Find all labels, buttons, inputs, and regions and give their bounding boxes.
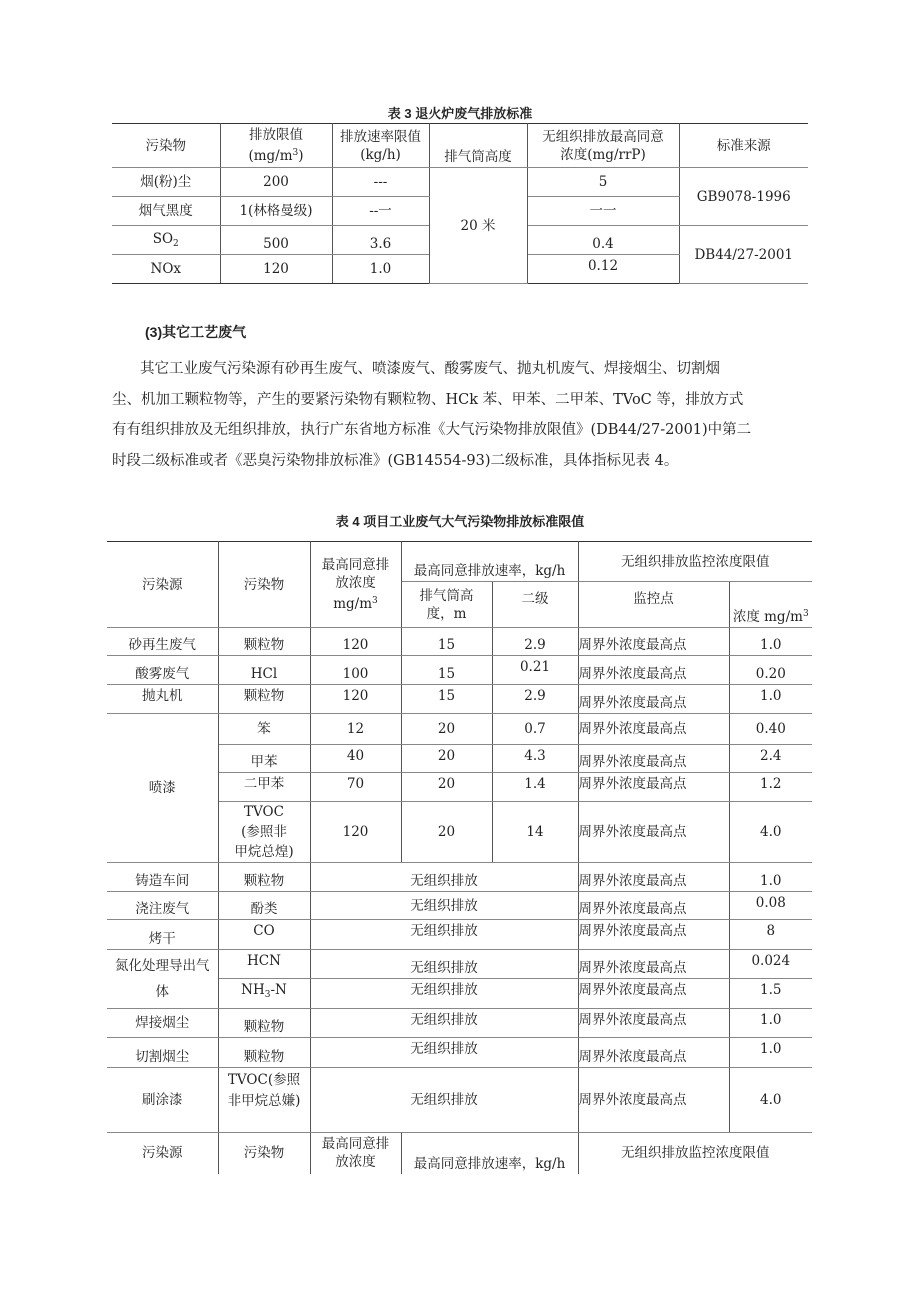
cell-max-conc: 70 [310, 773, 401, 802]
cell-pollutant: 颗粒物 [218, 685, 310, 714]
table-row [107, 1009, 812, 1038]
cell-source: 铸造车间 [107, 863, 218, 892]
table4 [107, 541, 812, 1174]
cell-stack: 20 [401, 745, 492, 773]
header-line: 放浓度 [335, 575, 376, 591]
table4-header-max-rate: 最高同意排放速率，kg/h [401, 542, 578, 582]
cell-stack: 20 [401, 714, 492, 745]
cell-conc: 1.0 [729, 863, 812, 892]
cell-conc: 1.0 [729, 1038, 812, 1068]
cell-pollutant [112, 226, 220, 255]
table-row [107, 714, 812, 745]
cell-max-conc: 40 [310, 745, 401, 773]
cell-conc: 1.2 [729, 773, 812, 802]
cell-rate: --一 [332, 197, 429, 226]
paragraph-line: 尘、机加工颗粒物等，产生的要紧污染物有颗粒物、HCk 苯、甲苯、二甲苯、TVoC 等，排放方式 [112, 391, 744, 408]
cell-pollutant: HCN [218, 950, 310, 979]
cell-source: 浇注废气 [107, 892, 218, 920]
formula-main: NH [241, 982, 265, 998]
cell-monitor: 周界外浓度最高点 [578, 685, 729, 714]
cell-source: 酸雾废气 [107, 656, 218, 685]
table3-header-limit-unit [221, 144, 332, 165]
cell-fugitive: 0.12 [527, 255, 679, 284]
cell-monitor: 周界外浓度最高点 [578, 1038, 729, 1068]
paragraph-line: 有有组织排放及无组织排放，执行广东省地方标准《大气污染物排放限值》(DB44/27-2001)中第二 [112, 422, 752, 438]
cell-line: (参照非 [241, 824, 287, 840]
repeat-header-max-conc [310, 1133, 401, 1174]
formula-sub: 2 [173, 239, 179, 249]
cell-monitor: 周界外浓度最高点 [578, 714, 729, 745]
cell-emission-type: 无组织排放 [310, 1068, 578, 1133]
cell-grade2: 4.3 [492, 745, 578, 773]
table3-caption: 表 3 退火炉废气排放标准 [387, 106, 533, 121]
cell-fugitive: 0.4 [527, 226, 679, 255]
cell-line: 甲烷总煌) [234, 844, 294, 860]
unit-sup: 3 [372, 596, 378, 606]
table4-header-row1 [107, 542, 812, 582]
cell-conc: 4.0 [729, 1068, 812, 1133]
cell-emission-type: 无组织排放 [310, 979, 578, 1009]
cell-conc: 8 [729, 920, 812, 950]
cell-grade2: 2.9 [492, 685, 578, 714]
table4-header-grade2: 二级 [492, 582, 578, 628]
unit-close: ) [298, 148, 304, 164]
repeat-header-pollutant: 污染物 [218, 1133, 310, 1174]
cell-conc: 0.024 [729, 950, 812, 979]
cell-line: TVOC [244, 804, 284, 820]
cell-grade2: 1.4 [492, 773, 578, 802]
cell-pollutant: 酚类 [218, 892, 310, 920]
cell-line: 非甲烷总嫌) [227, 1093, 301, 1109]
header-line: 排气筒高 [419, 587, 474, 604]
cell-fugitive: 5 [527, 168, 679, 197]
paragraph-line: 其它工业废气污染源有砂再生废气、喷漆废气、酸雾废气、抛丸机废气、焊接烟尘、切割烟 [140, 361, 720, 377]
table3-header-rate [332, 124, 429, 168]
cell-emission-type: 无组织排放 [310, 863, 578, 892]
cell-monitor: 周界外浓度最高点 [578, 1009, 729, 1038]
cell-emission-type: 无组织排放 [310, 920, 578, 950]
header-line: 度，m [426, 605, 467, 622]
cell-pollutant: 烟(粉)尘 [112, 168, 220, 197]
cell-limit: 200 [220, 168, 332, 197]
cell-monitor: 周界外浓度最高点 [578, 628, 729, 656]
cell-source: 焊接烟尘 [107, 1009, 218, 1038]
cell-pollutant [218, 802, 310, 863]
paragraph-line: 时段二级标准或者《恶臭污染物排放标准》(GB14554-93)二级标准，具体指标见表 4。 [112, 452, 679, 469]
cell-monitor: 周界外浓度最高点 [578, 773, 729, 802]
cell-emission-type: 无组织排放 [310, 950, 578, 979]
cell-pollutant: 颗粒物 [218, 628, 310, 656]
table3-header-limit [220, 124, 332, 168]
table-row [107, 628, 812, 656]
table3-header-source: 标准来源 [679, 124, 808, 168]
cell-emission-type: 无组织排放 [310, 892, 578, 920]
cell-source-text: 氮化处理导出气体 [115, 958, 210, 1000]
cell-limit: 500 [220, 226, 332, 255]
section-heading: (3)其它工艺废气 [145, 324, 247, 340]
repeat-header-source: 污染源 [107, 1133, 218, 1174]
cell-monitor: 周界外浓度最高点 [578, 745, 729, 773]
cell-pollutant: 甲苯 [218, 745, 310, 773]
cell-conc: 0.40 [729, 714, 812, 745]
cell-line: TVOC(参照 [227, 1072, 301, 1088]
cell-max-conc: 120 [310, 628, 401, 656]
cell-monitor: 周界外浓度最高点 [578, 892, 729, 920]
table-row [107, 920, 812, 950]
repeat-header-max-rate: 最高同意排放速率，kg/h [401, 1133, 578, 1174]
cell-conc: 0.20 [729, 656, 812, 685]
cell-conc: 1.0 [729, 628, 812, 656]
cell-max-conc: 120 [310, 685, 401, 714]
formula-main: SO [152, 231, 174, 247]
header-unit [311, 592, 401, 613]
cell-conc: 1.5 [729, 979, 812, 1009]
cell-pollutant: 颗粒物 [218, 1038, 310, 1068]
table-row [107, 1068, 812, 1133]
cell-conc: 0.08 [729, 892, 812, 920]
table3-header-stack: 排气筒高度 [429, 124, 527, 168]
formula-sub: 3 [264, 990, 271, 1000]
table3-header-fugitive-line1: 无组织排放最高同意 [542, 128, 664, 145]
table-row [107, 950, 812, 979]
repeat-header-fugitive: 无组织排放监控浓度限值 [578, 1133, 812, 1174]
table3-header-rate-line2: (kg/h) [360, 146, 401, 163]
table4-repeat-header-row [107, 1133, 812, 1174]
header-line: 最高同意排 [321, 557, 390, 573]
cell-emission-type: 无组织排放 [310, 1009, 578, 1038]
table4-header-conc [729, 582, 812, 628]
unit-sup: 3 [802, 609, 809, 619]
cell-conc: 4.0 [729, 802, 812, 863]
cell-limit: 120 [220, 255, 332, 284]
cell-pollutant: CO [218, 920, 310, 950]
cell-grade2: 0.21 [492, 656, 578, 685]
cell-grade2: 2.9 [492, 628, 578, 656]
cell-pollutant [218, 1068, 310, 1133]
table3-header-fugitive [527, 124, 679, 168]
table4-header-monitor-point: 监控点 [578, 582, 729, 628]
cell-conc: 1.0 [729, 1009, 812, 1038]
unit-text: mg/m [333, 596, 373, 612]
cell-limit: 1(林格曼级) [220, 197, 332, 226]
cell-fugitive: 一一 [527, 197, 679, 226]
cell-pollutant [218, 979, 310, 1009]
table4-header-fugitive: 无组织排放监控浓度限值 [578, 542, 812, 582]
table4-caption: 表 4 项目工业废气大气污染物排放标准限值 [335, 514, 585, 529]
table4-header-stack [401, 582, 492, 628]
cell-source: 抛丸机 [107, 685, 218, 714]
cell-monitor: 周界外浓度最高点 [578, 920, 729, 950]
cell-pollutant: 笨 [218, 714, 310, 745]
cell-source [107, 950, 218, 1009]
unit-sup: 3 [292, 148, 299, 158]
cell-emission-type: 无组织排放 [310, 1038, 578, 1068]
formula-tail: -N [270, 982, 287, 998]
cell-grade2: 0.7 [492, 714, 578, 745]
cell-stack-height: 20 米 [429, 168, 527, 284]
table-row [107, 892, 812, 920]
cell-conc: 1.0 [729, 685, 812, 714]
cell-stack: 15 [401, 628, 492, 656]
cell-pollutant: 二甲苯 [218, 773, 310, 802]
cell-stack: 20 [401, 802, 492, 863]
cell-max-conc: 120 [310, 802, 401, 863]
cell-max-conc: 100 [310, 656, 401, 685]
cell-standard-source: GB9078-1996 [679, 168, 808, 226]
cell-pollutant: 烟气黑度 [112, 197, 220, 226]
cell-monitor: 周界外浓度最高点 [578, 1068, 729, 1133]
table3 [112, 123, 808, 284]
unit-text: (mg/m [248, 148, 293, 164]
table4-header-max-conc [310, 542, 401, 628]
cell-pollutant: 颗粒物 [218, 1009, 310, 1038]
cell-pollutant: HCl [218, 656, 310, 685]
table-row [107, 1038, 812, 1068]
table4-header-pollutant: 污染物 [218, 542, 310, 628]
cell-grade2: 14 [492, 802, 578, 863]
cell-source: 砂再生废气 [107, 628, 218, 656]
table3-header-row [112, 124, 808, 168]
cell-stack: 20 [401, 773, 492, 802]
cell-source: 切割烟尘 [107, 1038, 218, 1068]
cell-source: 烤干 [107, 920, 218, 950]
cell-source: 喷漆 [107, 714, 218, 863]
cell-max-conc: 12 [310, 714, 401, 745]
cell-rate: 3.6 [332, 226, 429, 255]
cell-monitor: 周界外浓度最高点 [578, 802, 729, 863]
cell-pollutant: 颗粒物 [218, 863, 310, 892]
cell-rate: --- [332, 168, 429, 197]
header-line: 最高同意排 [321, 1136, 390, 1153]
cell-monitor: 周界外浓度最高点 [578, 979, 729, 1009]
section-paragraph [112, 354, 818, 476]
table3-header-limit-line1: 排放限值 [249, 127, 303, 143]
cell-stack: 15 [401, 685, 492, 714]
table3-header-rate-line1: 排放速率限值 [340, 128, 421, 145]
cell-pollutant: NOx [112, 255, 220, 284]
header-line: 放浓度 [335, 1154, 376, 1171]
table3-header-fugitive-line2: 浓度(mg/rrP) [560, 146, 646, 163]
table-row [107, 685, 812, 714]
cell-rate: 1.0 [332, 255, 429, 284]
cell-monitor: 周界外浓度最高点 [578, 656, 729, 685]
cell-monitor: 周界外浓度最高点 [578, 863, 729, 892]
unit-text: 浓度 mg/m [732, 609, 803, 625]
cell-source: 刷涂漆 [107, 1068, 218, 1133]
table3-header-pollutant: 污染物 [112, 124, 220, 168]
cell-monitor: 周界外浓度最高点 [578, 950, 729, 979]
table4-header-source: 污染源 [107, 542, 218, 628]
cell-stack: 15 [401, 656, 492, 685]
table-row [112, 168, 808, 197]
table-row [107, 656, 812, 685]
table-row [107, 863, 812, 892]
cell-conc: 2.4 [729, 745, 812, 773]
cell-standard-source: DB44/27-2001 [679, 226, 808, 284]
